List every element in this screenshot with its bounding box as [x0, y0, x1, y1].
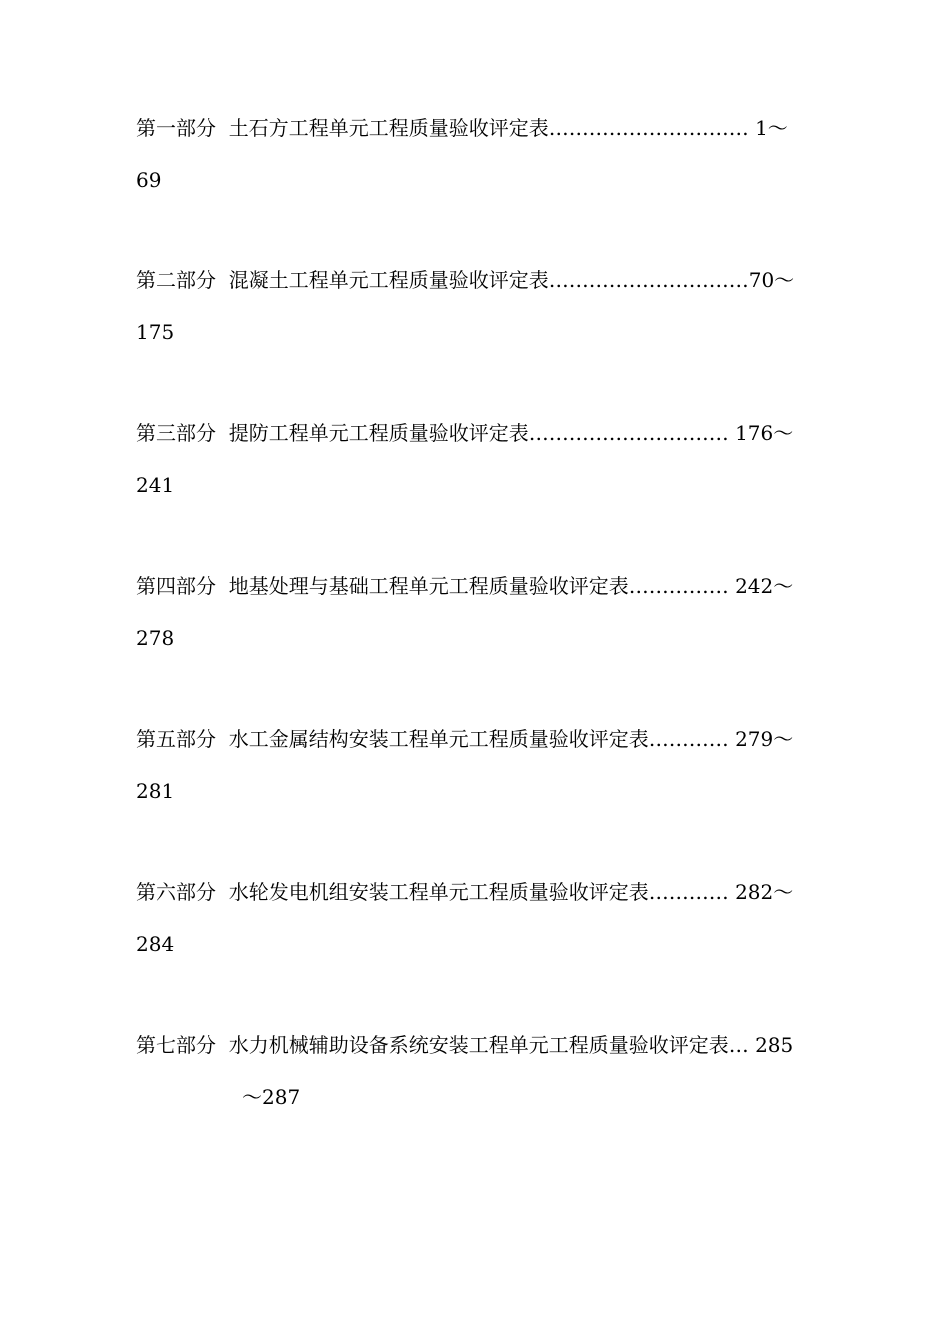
toc-entry-5-line-1: 第五部分 水工金属结构安装工程单元工程质量验收评定表………… 279～ — [136, 727, 794, 751]
toc-entry-6-line-1: 第六部分 水轮发电机组安装工程单元工程质量验收评定表………… 282～ — [136, 880, 794, 904]
toc-entry-6-line-2: 284 — [136, 932, 175, 956]
toc-entry-7-line-1: 第七部分 水力机械辅助设备系统安装工程单元工程质量验收评定表… 285 — [136, 1033, 794, 1057]
toc-entry-5-line-2: 281 — [136, 779, 175, 803]
toc-entry-7-line-2: ～287 — [242, 1085, 301, 1109]
toc-entry-1-line-1: 第一部分 土石方工程单元工程质量验收评定表………………………… 1～ — [136, 116, 788, 140]
toc-entry-2-line-2: 175 — [136, 320, 175, 344]
toc-entry-3-line-1: 第三部分 提防工程单元工程质量验收评定表………………………… 176～ — [136, 421, 794, 445]
toc-entry-2-line-1: 第二部分 混凝土工程单元工程质量验收评定表…………………………70～ — [136, 268, 795, 292]
toc-entry-1-line-2: 69 — [136, 168, 162, 192]
toc-entry-4-line-1: 第四部分 地基处理与基础工程单元工程质量验收评定表…………… 242～ — [136, 574, 794, 598]
toc-entry-3-line-2: 241 — [136, 473, 175, 497]
toc-entry-4-line-2: 278 — [136, 626, 175, 650]
